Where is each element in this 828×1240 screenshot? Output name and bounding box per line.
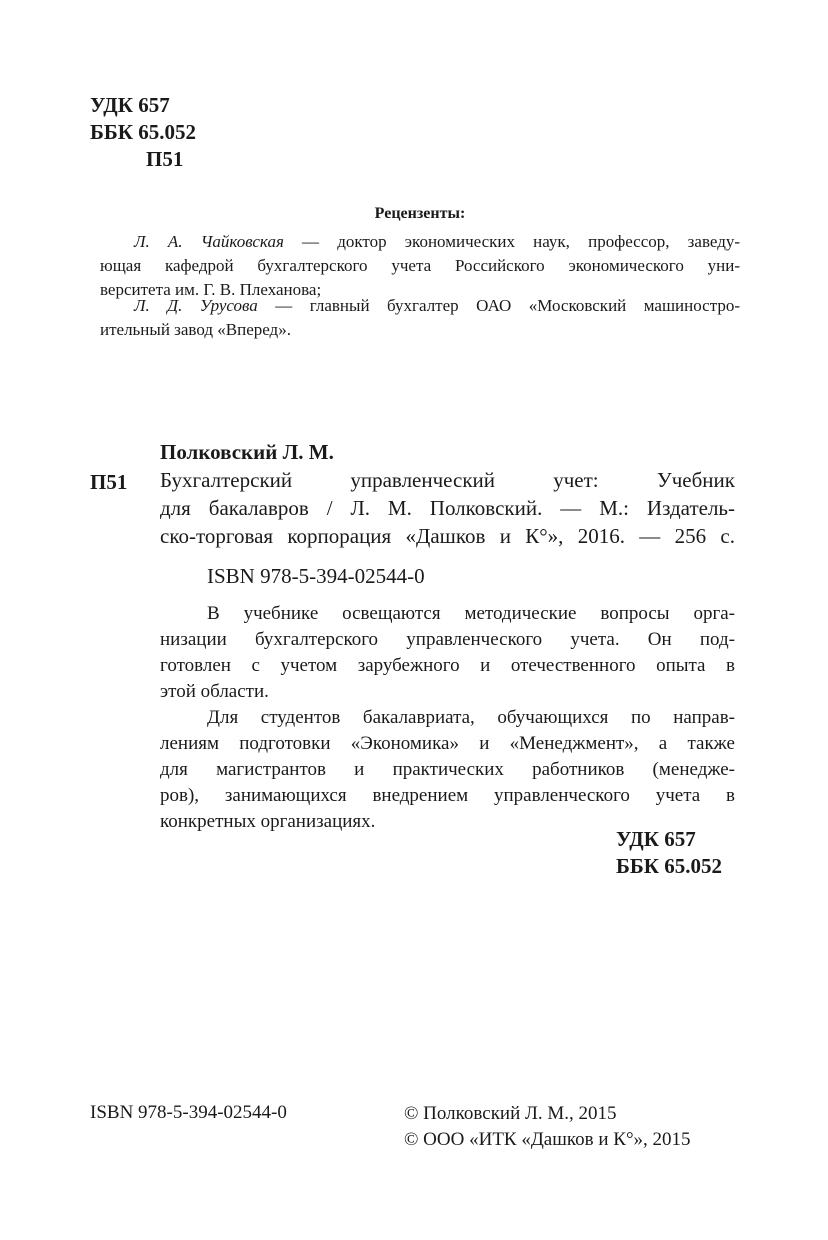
card-description [160, 466, 735, 550]
annotation-p1-line: готовлен с учетом зарубежного и отечественного опыта в [160, 655, 735, 676]
reviewer-1 [100, 230, 740, 302]
copyright-author: © Полковский Л. М., 2015 [404, 1103, 617, 1124]
reviewer-1-line-1: Л. А. Чайковская — доктор экономических наук, профессор, заведу- [134, 232, 740, 251]
reviewer-2-name: Л. Д. Урусова [134, 296, 258, 315]
author-sign-top: П51 [146, 147, 184, 171]
udk-code-right: УДК 657 [616, 827, 696, 851]
annotation-p2-line: Для студентов бакалавриата, обучающихся по направ- [207, 707, 735, 728]
annotation-p2-line: для магистрантов и практических работников (менедже- [160, 759, 735, 780]
bottom-isbn: ISBN 978-5-394-02544-0 [90, 1102, 287, 1123]
card-isbn: ISBN 978-5-394-02544-0 [207, 564, 425, 588]
reviewer-1-name: Л. А. Чайковская [134, 232, 284, 251]
reviewer-1-line-3: верситета им. Г. В. Плеханова; [100, 280, 322, 299]
reviewer-1-line-2: ющая кафедрой бухгалтерского учета Российского экономического уни- [100, 256, 740, 275]
reviewer-2-line-1: Л. Д. Урусова — главный бухгалтер ОАО «Московский машиностро- [134, 296, 740, 315]
reviewers-heading: Рецензенты: [374, 205, 466, 222]
annotation-p2-line: конкретных организациях. [160, 811, 376, 832]
annotation-p1-line: В учебнике освещаются методические вопросы орга- [207, 603, 735, 624]
reviewer-2-line-2: ительный завод «Вперед». [100, 320, 291, 339]
annotation-p1-line: низации бухгалтерского управленческого учета. Он под- [160, 629, 735, 650]
bbk-code-right: ББК 65.052 [616, 854, 722, 878]
card-line-2: для бакалавров / Л. М. Полковский. — М.: Издатель- [160, 496, 735, 520]
reviewer-2 [100, 294, 740, 342]
annotation-paragraph-1 [160, 601, 735, 705]
annotation-p1-line: этой области. [160, 681, 269, 702]
card-line-1: Бухгалтерский управленческий учет: Учебник [160, 468, 735, 492]
udk-code-top: УДК 657 [90, 93, 170, 117]
card-author-sign: П51 [90, 470, 128, 494]
bbk-code-top: ББК 65.052 [90, 120, 196, 144]
card-line-3: ско-торговая корпорация «Дашков и К°», 2016. — 256 с. [160, 524, 735, 548]
annotation-p2-line: ров), занимающихся внедрением управленческого учета в [160, 785, 735, 806]
annotation-paragraph-2 [160, 705, 735, 835]
annotation-p2-line: лениям подготовки «Экономика» и «Менеджмент», а также [160, 733, 735, 754]
card-author: Полковский Л. М. [160, 440, 334, 464]
copyright-publisher: © ООО «ИТК «Дашков и К°», 2015 [404, 1129, 691, 1150]
